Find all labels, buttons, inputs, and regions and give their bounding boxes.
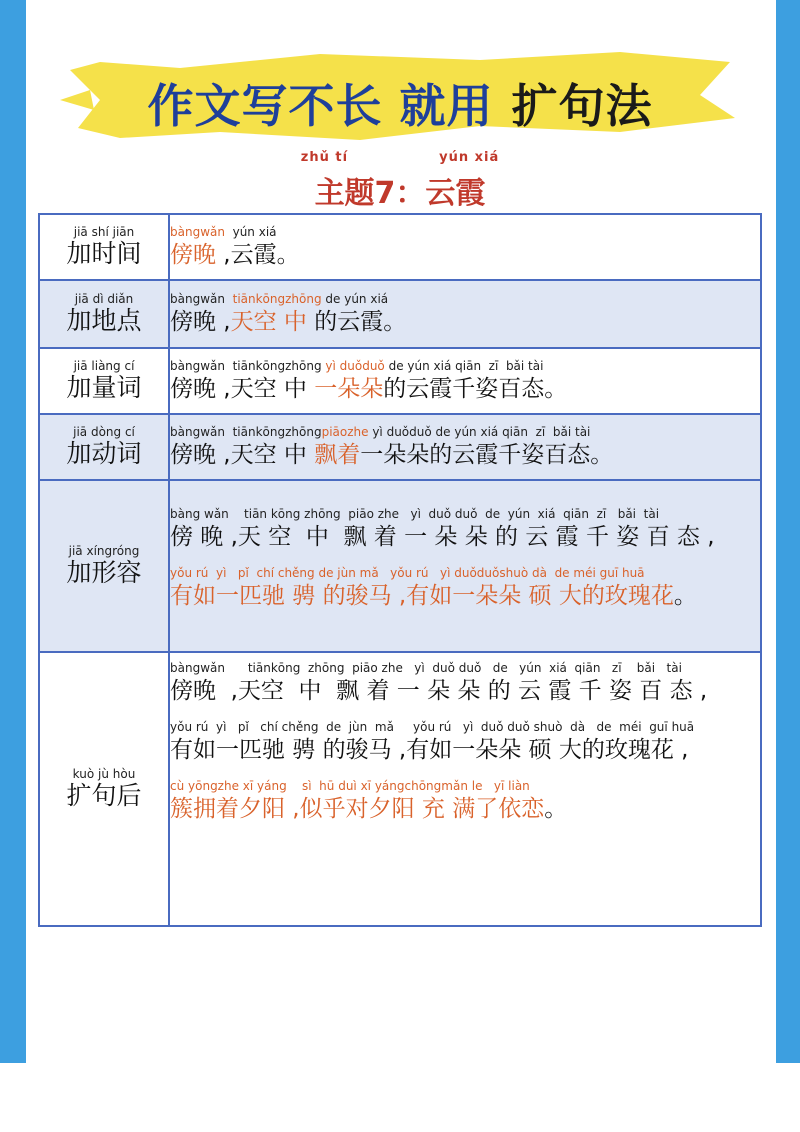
title-part-1: 作文写不长 就用 <box>147 79 494 133</box>
subtitle <box>0 150 800 212</box>
chinese-line <box>170 307 760 337</box>
chinese-line <box>170 522 760 552</box>
table-row <box>39 480 761 652</box>
chinese-line <box>170 794 760 824</box>
chinese-line <box>170 676 760 706</box>
pinyin-segment: de yún xiá <box>321 291 389 306</box>
pinyin-line <box>170 225 760 240</box>
row-label-cell <box>39 348 169 414</box>
pinyin-line <box>170 566 760 581</box>
chinese-segment: 傍晚 ,天空 中 <box>170 375 315 402</box>
table-row <box>39 652 761 926</box>
sentence-line <box>170 720 760 765</box>
sentence-line <box>170 661 760 706</box>
sentence-line <box>170 292 760 337</box>
row-content-cell <box>169 214 761 280</box>
pinyin-line <box>170 720 760 735</box>
chinese-segment: 簇拥着夕阳 ,似乎对夕阳 充 满了依恋 <box>170 796 545 822</box>
chinese-segment: 。 <box>673 583 697 609</box>
pinyin-segment: yì duǒduǒ de yún xiá qiān zī bǎi tài <box>368 424 591 439</box>
table-row <box>39 214 761 280</box>
chinese-segment: 傍晚 ,天空 中 飘 着 一 朵 朵 的 云 霞 千 姿 百 态 , <box>170 678 708 704</box>
row-label-cell <box>39 480 169 652</box>
row-label-pinyin: jiā dì diǎn <box>74 292 134 306</box>
chinese-segment: 的云霞千姿百态。 <box>383 375 568 402</box>
pinyin-segment: bàngwǎn <box>170 224 225 239</box>
chinese-segment: ,云霞。 <box>216 241 300 268</box>
row-content-cell <box>169 348 761 414</box>
subtitle-pinyin-1: zhǔ tí <box>300 150 349 165</box>
row-label-cell <box>39 214 169 280</box>
row-label-cell <box>39 414 169 480</box>
row-label: 扩句后 <box>66 781 142 810</box>
row-label: 加形容 <box>66 558 142 587</box>
row-label-pinyin: kuò jù hòu <box>72 767 136 781</box>
sentence-line <box>170 225 760 270</box>
sentence-line <box>170 425 760 470</box>
chinese-segment: 的云霞。 <box>306 308 407 335</box>
chinese-line <box>170 735 760 765</box>
row-label: 加时间 <box>66 239 142 268</box>
chinese-segment: 傍 晚 ,天 空 中 飘 着 一 朵 朵 的 云 霞 千 姿 百 态 , <box>170 524 715 550</box>
table-row <box>39 280 761 348</box>
chinese-segment: 。 <box>544 796 568 822</box>
title-banner <box>60 40 740 160</box>
chinese-line <box>170 240 760 270</box>
table-row <box>39 348 761 414</box>
pinyin-segment: bàngwǎn <box>170 291 233 306</box>
title-part-2: 扩句法 <box>511 79 653 133</box>
pinyin-segment: bàngwǎn tiānkōngzhōng <box>170 424 322 439</box>
chinese-line <box>170 581 760 611</box>
pinyin-line <box>170 779 760 794</box>
pinyin-segment: yǒu rú yì pǐ chí chěng de jùn mǎ yǒu rú yì duǒ duǒ shuò dà de méi guī huā <box>170 720 695 734</box>
pinyin-segment: bàngwǎn tiānkōngzhōng <box>170 358 326 373</box>
row-content-cell <box>169 480 761 652</box>
subtitle-pinyin-2: yún xiá <box>439 150 500 165</box>
chinese-segment: 傍晚 , <box>170 308 231 335</box>
table-row <box>39 414 761 480</box>
pinyin-line <box>170 507 760 522</box>
row-content-cell <box>169 652 761 926</box>
subtitle-text: 主题7：云霞 <box>314 176 486 211</box>
pinyin-segment: yì duǒduǒ <box>325 358 385 373</box>
pinyin-segment: yún xiá <box>224 224 277 239</box>
pinyin-segment: tiānkōngzhōng <box>232 291 322 306</box>
chinese-line <box>170 440 760 470</box>
sentence-line <box>170 566 760 611</box>
sentence-line <box>170 507 760 552</box>
pinyin-segment: piāozhe <box>321 424 369 439</box>
row-label: 加量词 <box>66 373 142 402</box>
pinyin-segment: yǒu rú yì pǐ chí chěng de jùn mǎ yǒu rú yì duǒduǒshuò dà de méi guī huā <box>170 566 645 580</box>
row-label-cell <box>39 280 169 348</box>
chinese-segment: 飘着 <box>314 441 361 468</box>
subtitle-pinyin <box>0 150 800 166</box>
sentence-line <box>170 359 760 404</box>
pinyin-segment: bàng wǎn tiān kōng zhōng piāo zhe yì duǒ duǒ de yún xiá qiān zī bǎi tài <box>170 507 660 521</box>
row-label: 加地点 <box>66 306 142 335</box>
row-label-pinyin: jiā shí jiān <box>73 225 135 239</box>
pinyin-line <box>170 292 760 307</box>
chinese-segment: 傍晚 <box>170 241 216 268</box>
pinyin-segment: bàngwǎn tiānkōng zhōng piāo zhe yì duǒ duǒ de yún xiá qiān zī bǎi tài <box>170 661 682 675</box>
row-label: 加动词 <box>66 439 142 468</box>
pinyin-line <box>170 359 760 374</box>
chinese-segment: 天空 中 <box>230 308 307 335</box>
pinyin-segment: cù yōngzhe xī yáng sì hū duì xī yángchōngmǎn le yī liàn <box>170 779 530 793</box>
chinese-line <box>170 374 760 404</box>
page-title <box>60 70 740 136</box>
pinyin-line <box>170 425 760 440</box>
chinese-segment: 一朵朵的云霞千姿百态。 <box>360 441 614 468</box>
row-label-pinyin: jiā liàng cí <box>73 359 135 373</box>
chinese-segment: 傍晚 ,天空 中 <box>170 441 315 468</box>
row-content-cell <box>169 414 761 480</box>
pinyin-segment: de yún xiá qiān zī bǎi tài <box>384 358 544 373</box>
row-label-pinyin: jiā dòng cí <box>73 425 135 439</box>
chinese-segment: 一朵朵 <box>314 375 384 402</box>
row-label-pinyin: jiā xíngróng <box>68 544 140 558</box>
chinese-segment: 有如一匹驰 骋 的骏马 ,有如一朵朵 硕 大的玫瑰花 <box>170 583 674 609</box>
row-content-cell <box>169 280 761 348</box>
chinese-segment: 有如一匹驰 骋 的骏马 ,有如一朵朵 硕 大的玫瑰花 , <box>170 737 689 763</box>
expansion-table <box>38 213 762 927</box>
row-label-cell <box>39 652 169 926</box>
pinyin-line <box>170 661 760 676</box>
sentence-line <box>170 779 760 824</box>
